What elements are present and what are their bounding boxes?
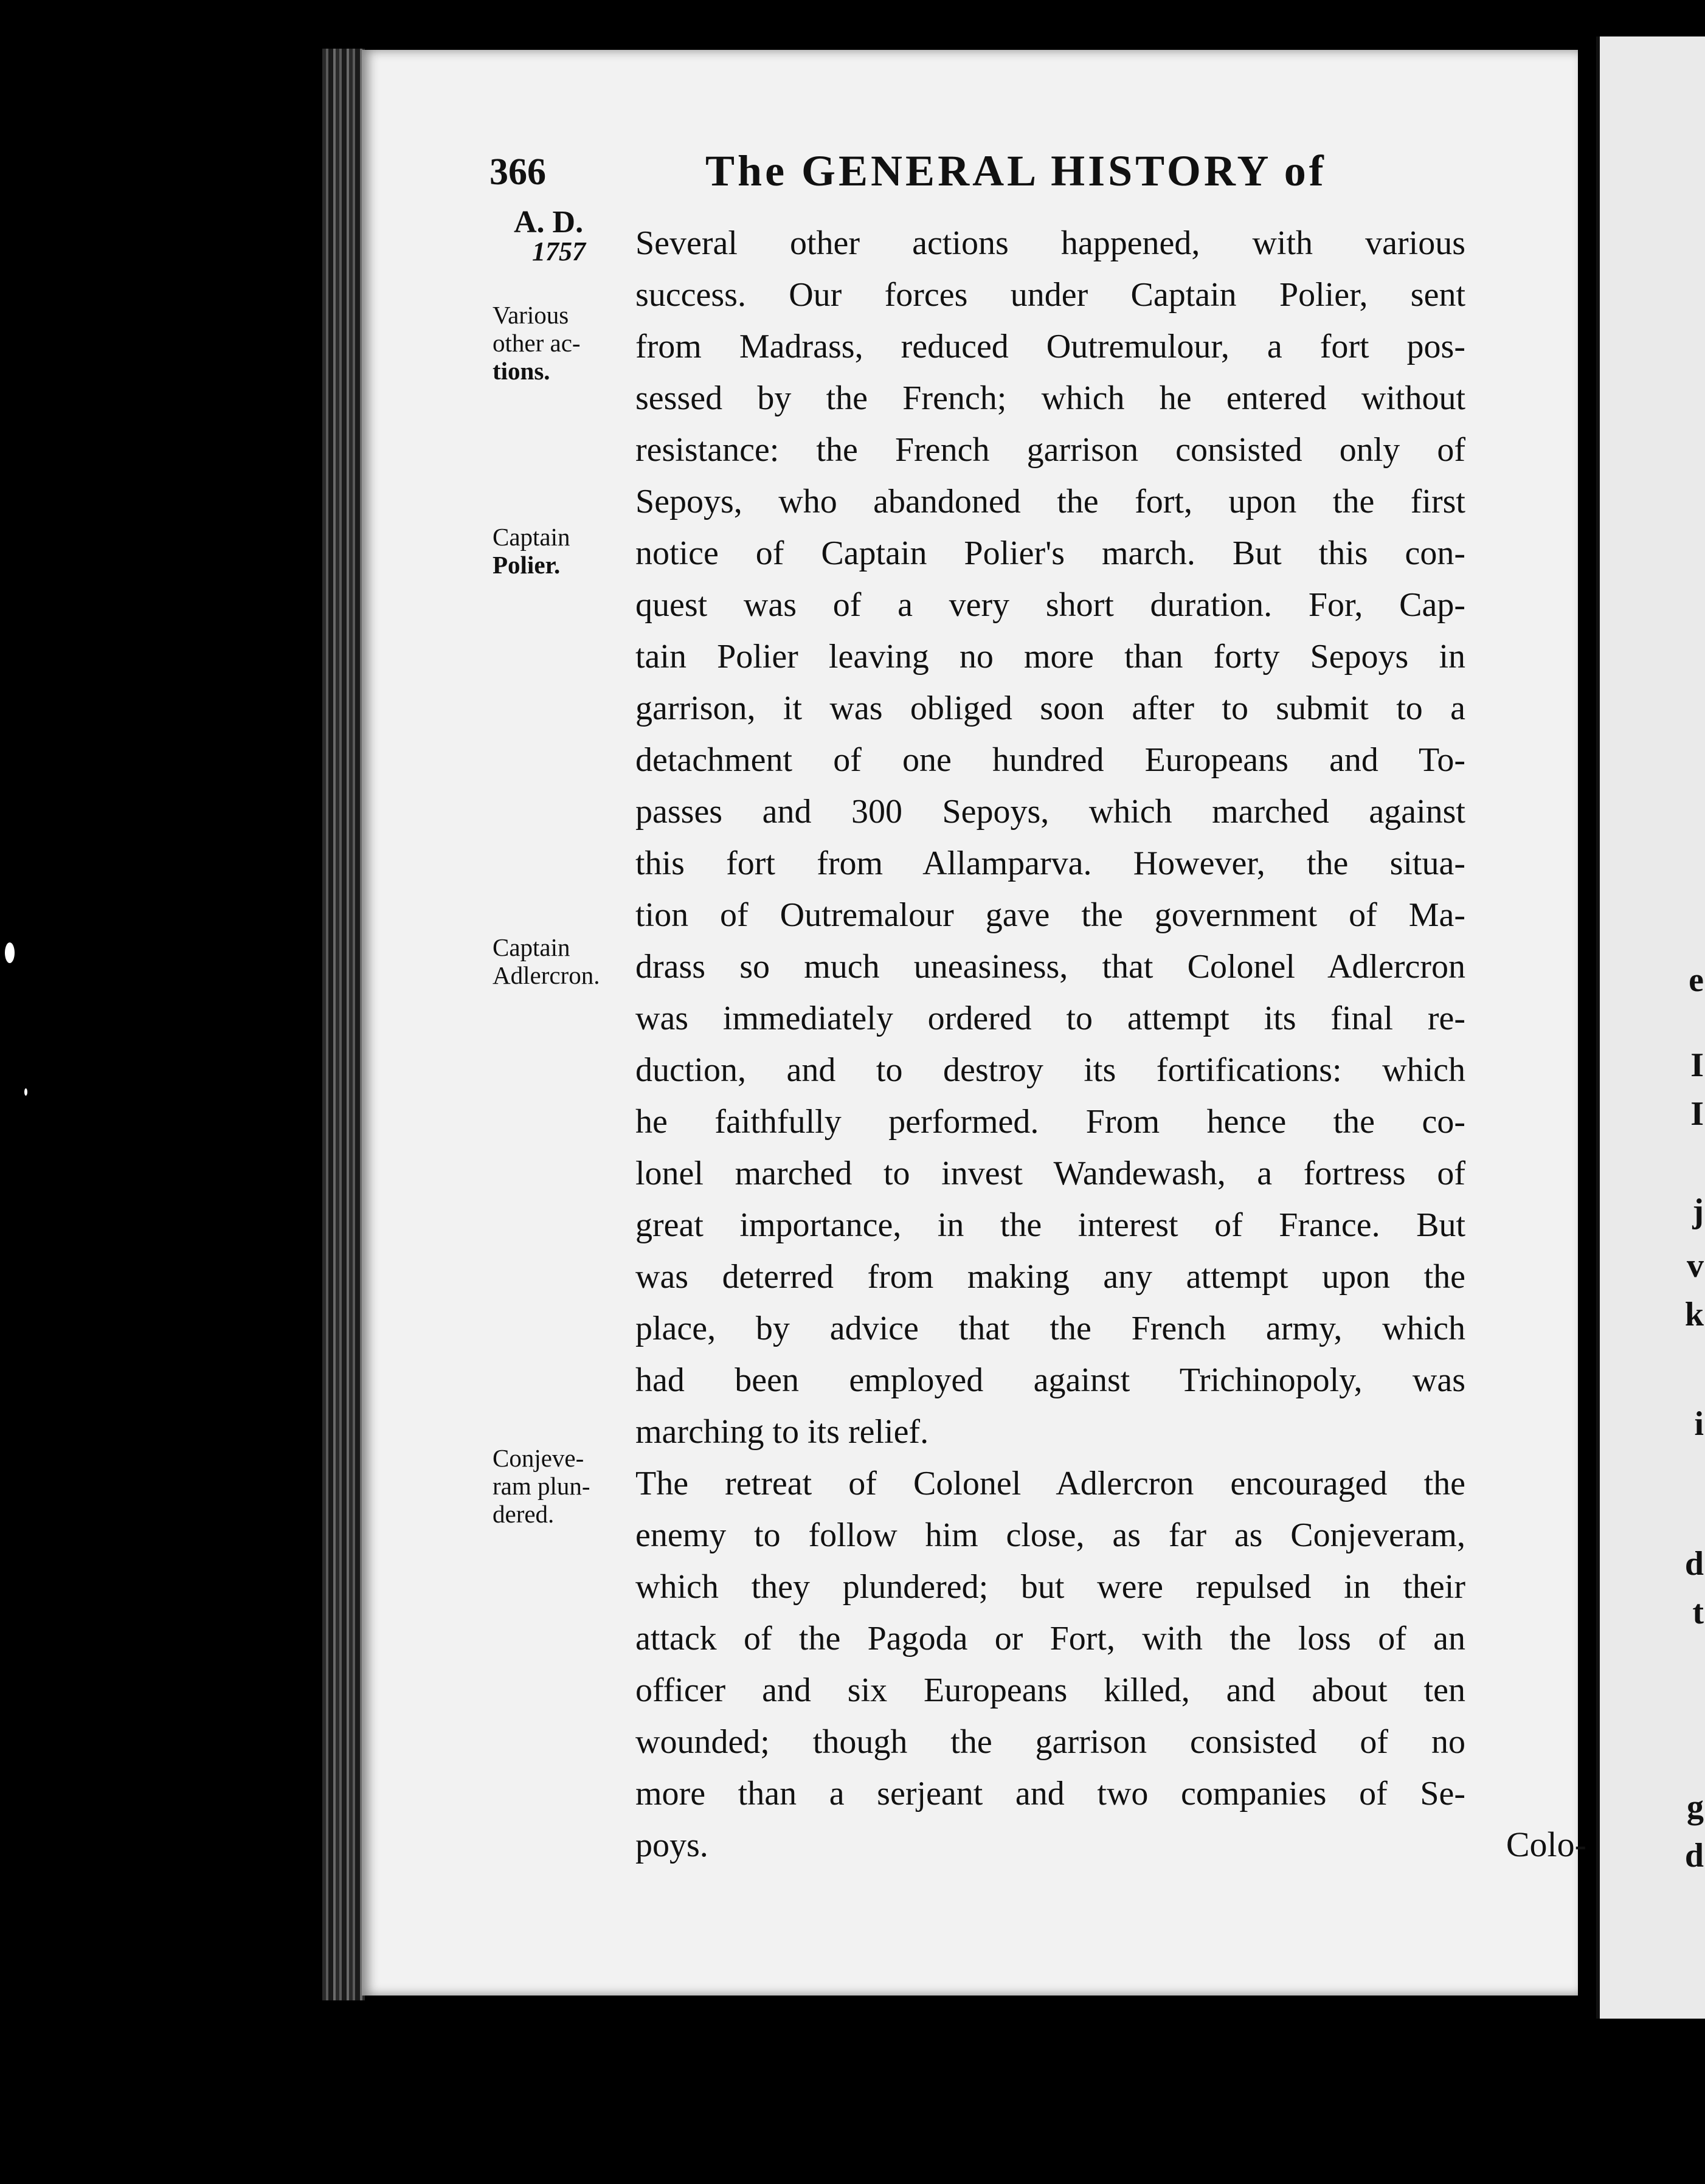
- text-line: tion of Outremalour gave the government of Ma-: [635, 896, 1465, 934]
- text-line: more than a serjeant and two companies of Se-: [635, 1775, 1465, 1813]
- margin-year: 1757: [532, 237, 586, 266]
- text-line: wounded; though the garrison consisted of no: [635, 1723, 1465, 1761]
- facing-page-edge: [1596, 36, 1705, 2019]
- facing-page-letter: v: [1687, 1247, 1704, 1285]
- text-line: officer and six Europeans killed, and about ten: [635, 1671, 1465, 1709]
- catchword: Colo-: [1506, 1825, 1586, 1864]
- sidenote-line: Conjeve-: [493, 1444, 584, 1472]
- page-header: [489, 146, 1475, 201]
- text-line: The retreat of Colonel Adlercron encouraged the: [635, 1465, 1465, 1502]
- facing-page-letter: t: [1692, 1594, 1704, 1631]
- text-line: great importance, in the interest of France. But: [635, 1206, 1465, 1244]
- sidenote-line: ram plun-: [493, 1472, 590, 1500]
- text-line: sessed by the French; which he entered without: [635, 379, 1465, 417]
- text-line: resistance: the French garrison consisted only of: [635, 431, 1465, 469]
- text-line: was deterred from making any attempt upon the: [635, 1258, 1465, 1296]
- facing-page-letter: d: [1684, 1545, 1704, 1583]
- text-line: quest was of a very short duration. For, Cap-: [635, 586, 1465, 624]
- body-text: [635, 218, 1465, 1871]
- text-line: passes and 300 Sepoys, which marched against: [635, 793, 1465, 831]
- running-title: The GENERAL HISTORY of: [705, 147, 1327, 195]
- facing-page-letter: g: [1687, 1788, 1704, 1826]
- text-line: Sepoys, who abandoned the fort, upon the first: [635, 483, 1465, 520]
- text-line: place, by advice that the French army, which: [635, 1310, 1465, 1347]
- margin-ad: A. D.: [514, 205, 584, 240]
- text-line: attack of the Pagoda or Fort, with the loss of an: [635, 1620, 1465, 1657]
- sidenote-line: tions.: [493, 357, 550, 385]
- facing-page-letter: k: [1684, 1296, 1704, 1333]
- facing-page-letter: I: [1690, 1095, 1704, 1133]
- facing-page-letter: e: [1689, 961, 1704, 999]
- text-line: enemy to follow him close, as far as Conjeveram,: [635, 1516, 1465, 1554]
- sidenote-captain-adlercron: [493, 933, 632, 989]
- scan-speck: [24, 1088, 27, 1096]
- text-line: was immediately ordered to attempt its final re-: [635, 1000, 1465, 1037]
- text-line: notice of Captain Polier's march. But this con-: [635, 534, 1465, 572]
- text-line: from Madrass, reduced Outremulour, a fort pos-: [635, 328, 1465, 365]
- scan-speck: [5, 942, 15, 963]
- text-line: detachment of one hundred Europeans and To-: [635, 741, 1465, 779]
- text-line: lonel marched to invest Wandewash, a fortress of: [635, 1155, 1465, 1192]
- sidenote-line: other ac-: [493, 329, 581, 357]
- facing-page-letter: I: [1690, 1046, 1704, 1084]
- text-line: had been employed against Trichinopoly, was: [635, 1361, 1465, 1399]
- text-line: marching to its relief.: [635, 1413, 929, 1451]
- sidenote-various-actions: [493, 301, 632, 385]
- text-line: duction, and to destroy its fortifications: which: [635, 1051, 1465, 1089]
- text-line: drass so much uneasiness, that Colonel Adlercron: [635, 948, 1465, 986]
- sidenote-captain-polier: [493, 523, 632, 579]
- text-line: success. Our forces under Captain Polier, sent: [635, 276, 1465, 314]
- sidenote-line: Adlercron.: [493, 961, 600, 989]
- text-line: which they plundered; but were repulsed in their: [635, 1568, 1465, 1606]
- facing-page-letter: i: [1694, 1405, 1704, 1443]
- text-line: poys.: [635, 1826, 708, 1864]
- text-line: this fort from Allamparva. However, the situa-: [635, 845, 1465, 882]
- sidenote-line: dered.: [493, 1500, 555, 1528]
- facing-page-letter: j: [1692, 1192, 1704, 1230]
- sidenote-line: Captain: [493, 933, 570, 961]
- text-line: garrison, it was obliged soon after to submit to a: [635, 689, 1465, 727]
- sidenote-line: Captain: [493, 523, 570, 551]
- margin-date: [514, 207, 611, 265]
- sidenote-line: Various: [493, 301, 569, 329]
- text-line: Several other actions happened, with various: [635, 224, 1465, 262]
- text-line: tain Polier leaving no more than forty Sepoys in: [635, 638, 1465, 676]
- facing-page-letter: d: [1684, 1837, 1704, 1875]
- sidenote-conjeveram-plundered: [493, 1444, 632, 1528]
- page-number: 366: [489, 151, 546, 193]
- text-line: he faithfully performed. From hence the co-: [635, 1103, 1465, 1141]
- sidenote-line: Polier.: [493, 551, 561, 579]
- book-spine-edge: [322, 49, 365, 2000]
